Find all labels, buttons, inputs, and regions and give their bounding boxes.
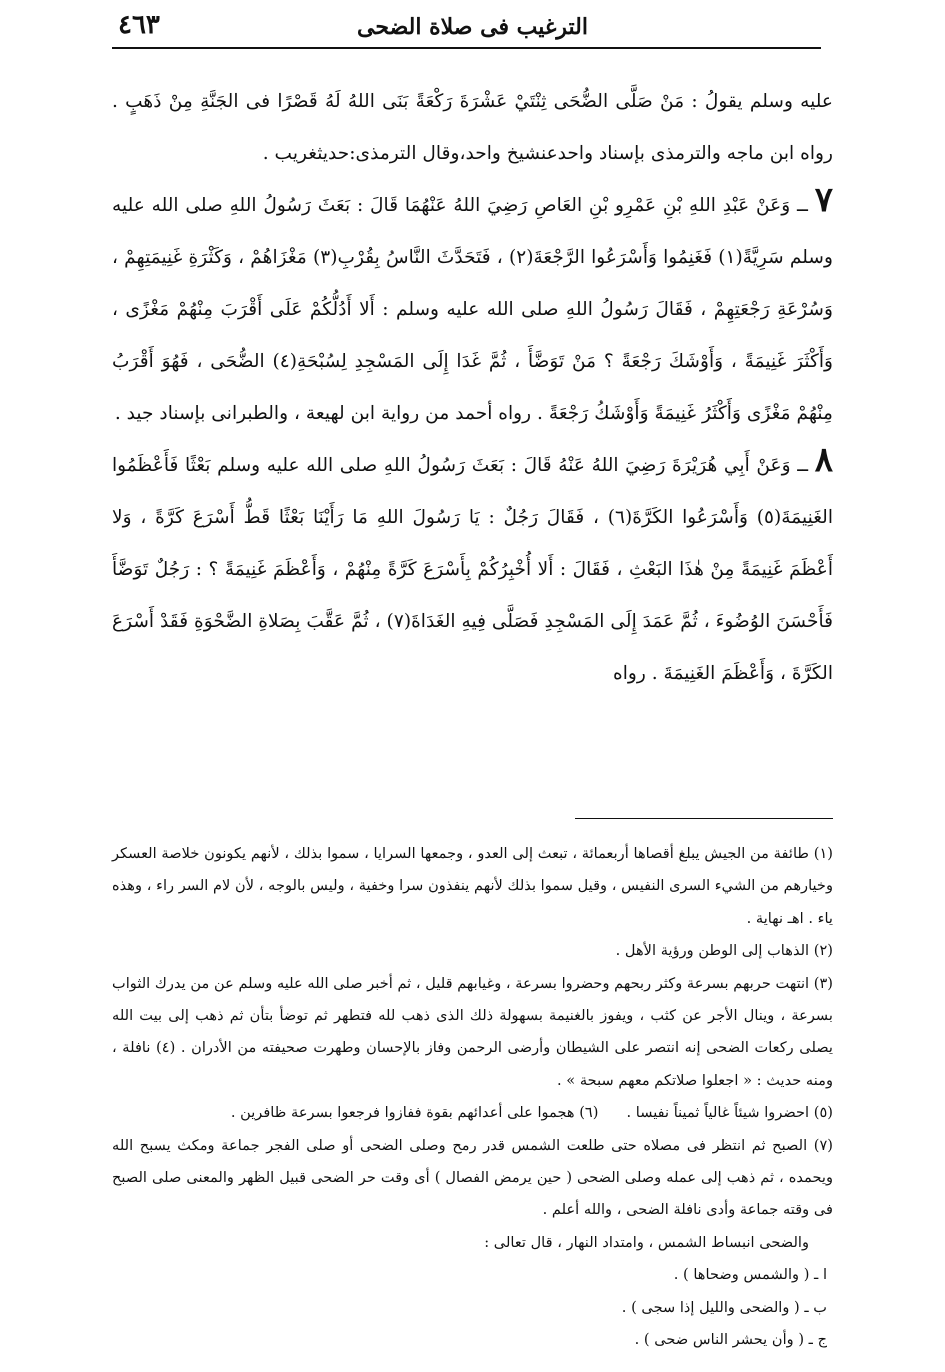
footnote-1: (١) طائفة من الجيش يبلغ أقصاها أربعمائة ، تبعث إلى العدو ، وجمعها السرايا ، سموا بذلك ، لأنهم يكونون خلاصة العسكر وخيارهم من الشيء السرى النفيس ، وقيل سموا بذلك لأنهم ينفذون سرا وخفية ، وليس بالوجه ، لأن لام السر راء ، وهذه ياء . اهـ نهاية . [112,845,833,927]
verse-c: ج ـ ( وأن يحشر الناس ضحى ) . [634,1331,827,1349]
paragraph-continuation: عليه وسلم يقولُ : مَنْ صَلَّى الضُّحَى ثِنْتَيْ عَشْرَةَ رَكْعَةً بَنَى اللهُ لَهُ قَصْرًا فى الجَنَّةِ مِنْ ذَهَبٍ . رواه ابن ماجه والترمذى بإسناد واحدعنشيخ واحد،وقال الترمذى:حديثغريب . [112,91,833,164]
hadith-7 [112,180,833,440]
footnote-6: (٦) هجموا على أعدائهم بقوة ففازوا فرجعوا بسرعة ظافرين . [230,1104,599,1122]
page-number: ٤٦٣ [118,10,160,40]
hadith-number: ٨ [814,440,833,480]
footnote-5: (٥) احضروا شيئاً غالياً ثميناً نفيسا . [626,1104,833,1122]
hadith-text: ــ وَعَنْ عَبْدِ اللهِ بْنِ عَمْرِو بْنِ العَاصِ رَضِيَ اللهُ عَنْهُمَا قَالَ : بَعَثَ رَسُولُ اللهِ صلى الله عليه وسلم سَرِيَّةً(١) فَغَنِمُوا وَأَسْرَعُوا الرَّجْعَةَ(٢) ، فَتَحَدَّثَ النَّاسُ بِقُرْبِ(٣) مَغْزَاهُمْ ، وَكَثْرَةِ غَنِيمَتِهِمْ ، وَسُرْعَةِ رَجْعَتِهِمْ ، فَقَالَ رَسُولُ اللهِ صلى الله عليه وسلم : أَلا أَدُلُّكُمْ عَلَى أَقْرَبَ مِنْهُمْ مَغْزًى ، وَأَكْثَرَ غَنِيمَةً ، وَأَوْشَكَ رَجْعَةً ؟ مَنْ تَوَضَّأَ ، ثُمَّ غَدَا إِلَى المَسْجِدِ لِسُبْحَةِ(٤) الضُّحَى ، فَهُوَ أَقْرَبُ مِنْهُمْ مَغْزًى وَأَكْثَرُ غَنِيمَةً وَأَوْشَكُ رَجْعَةً . رواه أحمد من رواية ابن لهيعة ، والطبرانى بإسناد جيد . [112,195,833,424]
footnote-7-continuation: والضحى انبساط الشمس ، وامتداد النهار ، قال تعالى : [484,1233,809,1251]
verse-b: ب ـ ( والضحى والليل إذا سجى ) . [621,1298,827,1316]
footnote-5-6 [112,1097,833,1129]
footnote-7: (٧) الصبح ثم انتظر فى مصلاه حتى طلعت الشمس قدر رمح وصلى الضحى أو صلى الفجر جماعة ومكث يسبح الله ويحمده ، ثم ذهب إلى عمله وصلى الضحى ( حين يرمض الفصال ) أى وقت حر الضحى قبيل الظهر والمعنى صلى الصبح فى وقته جماعة وأدى نافلة الضحى ، والله أعلم . [112,1136,833,1219]
footnote-3 [112,968,833,1098]
main-text [112,76,833,700]
footnote-3-text: (٣) انتهت حربهم بسرعة وكثر ربحهم وحضروا بسرعة ، وغيابهم قليل ، ثم أخبر صلى الله عليه وسلم عن من يدرك الثواب بسرعة ، وينال الأجر عن كثب ، ويفوز بالغنيمة بسهولة ذلك الذى ذهب لله فتطهر ثم توضأ بتأن ثم ذهب إلى بيت الله يصلى ركعات الضحى إنه انتصر على الشيطان وأرضى الرحمن وفاز بالإحسان وطهرت صحيفته من الأدران . [112,974,833,1057]
hadith-text: ــ وَعَنْ أَبِي هُرَيْرَةَ رَضِيَ اللهُ عَنْهُ قَالَ : بَعَثَ رَسُولُ اللهِ صلى الله عليه وسلم بَعْثًا فَأَعْظَمُوا الغَنِيمَةَ(٥) وَأَسْرَعُوا الكَرَّةَ(٦) ، فَقَالَ رَجُلٌ : يَا رَسُولَ اللهِ مَا رَأَيْنَا بَعْثًا قَطُّ أَسْرَعَ كَرَّةً ، وَلا أَعْظَمَ غَنِيمَةً مِنْ هٰذَا البَعْثِ ، فَقَالَ : أَلا أُخْبِرُكُمْ بِأَسْرَعَ كَرَّةً مِنْهُمْ ، وَأَعْظَمَ غَنِيمَةً ؟ : رَجُلٌ تَوَضَّأَ فَأَحْسَنَ الوُضُوءَ ، ثُمَّ عَمَدَ إِلَى المَسْجِدِ فَصَلَّى فِيهِ الغَدَاةَ(٧) ، ثُمَّ عَقَّبَ بِصَلاةِ الضَّحْوَةِ فَقَدْ أَسْرَعَ الكَرَّةَ ، وَأَعْظَمَ الغَنِيمَةَ . رواه [112,455,834,684]
footnote-separator [575,818,833,819]
hadith-8 [112,440,833,700]
header-rule [112,47,821,49]
footnote-4: (٤) نافلة ، ومنه حديث : « اجعلوا صلاتكم معهم سبحة » . [112,1039,833,1089]
footnote-2: (٢) الذهاب إلى الوطن ورؤية الأهل . [615,942,833,960]
verse-a: ا ـ ( والشمس وضحاها ) . [673,1266,827,1284]
page-header [118,6,827,48]
hadith-number: ٧ [814,180,833,220]
running-title: الترغيب فى صلاة الضحى [357,14,588,40]
footnotes [112,838,833,1357]
